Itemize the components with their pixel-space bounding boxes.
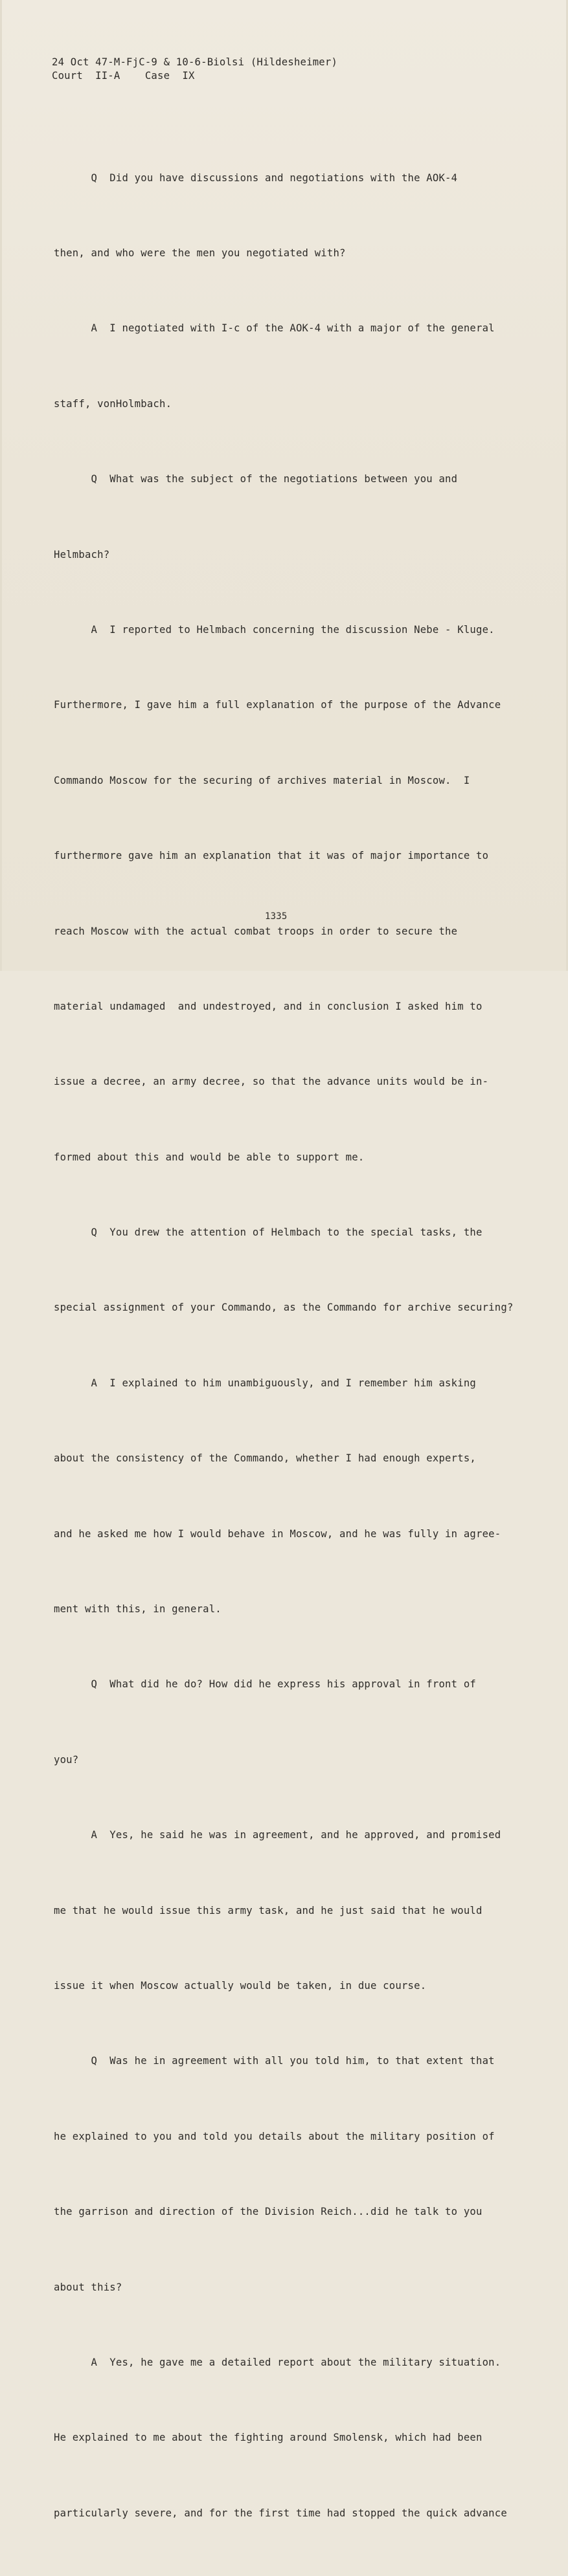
page-number: 1335 xyxy=(265,911,288,922)
text-line: A Yes, he said he was in agreement, and he approved, and promised xyxy=(54,1829,501,1841)
text-line: A I reported to Helmbach concerning the discussion Nebe - Kluge. xyxy=(54,623,495,636)
text-line: Q Did you have discussions and negotiations with the AOK-4 xyxy=(54,172,458,184)
text-line: He explained to me about the fighting around Smolensk, which had been xyxy=(54,2432,483,2444)
text-line: he explained to you and told you details about the military position of xyxy=(54,2130,495,2142)
text-line: Q What did he do? How did he express his approval in front of xyxy=(54,1678,476,1691)
header-line-2: Court II-A Case IX xyxy=(52,70,195,82)
testimony-body xyxy=(54,115,514,2576)
text-line: Q What was the subject of the negotiations between you and xyxy=(54,473,458,485)
text-line: reach Moscow with the actual combat troops in order to secure the xyxy=(54,925,458,937)
text-line: ment with this, in general. xyxy=(54,1603,222,1616)
text-line: material undamaged and undestroyed, and in conclusion I asked him to xyxy=(54,1000,483,1012)
text-line: furthermore gave him an explanation that it was of major importance to xyxy=(54,850,489,862)
text-line: me that he would issue this army task, and he just said that he would xyxy=(54,1904,483,1916)
text-line: you? xyxy=(54,1753,79,1766)
text-line: A I negotiated with I-c of the AOK-4 with a major of the general xyxy=(54,322,495,335)
text-line: issue it when Moscow actually would be taken, in due course. xyxy=(54,1979,427,1992)
text-line: particularly severe, and for the first time had stopped the quick advance xyxy=(54,2507,507,2519)
text-line: A I explained to him unambiguously, and I remember him asking xyxy=(54,1377,476,1389)
text-line: A Yes, he gave me a detailed report about the military situation. xyxy=(54,2356,501,2368)
document-header xyxy=(52,56,337,83)
text-line: about the consistency of the Commando, whether I had enough experts, xyxy=(54,1452,476,1465)
text-line: Commando Moscow for the securing of archives material in Moscow. I xyxy=(54,774,470,786)
text-line: the garrison and direction of the Division Reich...did he talk to you xyxy=(54,2206,483,2218)
text-line: formed about this and would be able to support me. xyxy=(54,1151,365,1163)
text-line: Q You drew the attention of Helmbach to the special tasks, the xyxy=(54,1227,483,1239)
text-line: then, and who were the men you negotiated with? xyxy=(54,247,346,259)
text-line: Q Was he in agreement with all you told him, to that extent that xyxy=(54,2055,495,2067)
header-line-1: 24 Oct 47-M-FjC-9 & 10-6-Biolsi (Hildesheimer) xyxy=(52,56,338,68)
text-line: about this? xyxy=(54,2281,122,2293)
text-line: staff, vonHolmbach. xyxy=(54,397,172,410)
text-line: and he asked me how I would behave in Moscow, and he was fully in agree- xyxy=(54,1527,501,1540)
text-line: Helmbach? xyxy=(54,548,110,561)
text-line: issue a decree, an army decree, so that the advance units would be in- xyxy=(54,1076,489,1088)
text-line: Furthermore, I gave him a full explanation of the purpose of the Advance xyxy=(54,699,501,711)
text-line: special assignment of your Commando, as the Commando for archive securing? xyxy=(54,1302,514,1314)
